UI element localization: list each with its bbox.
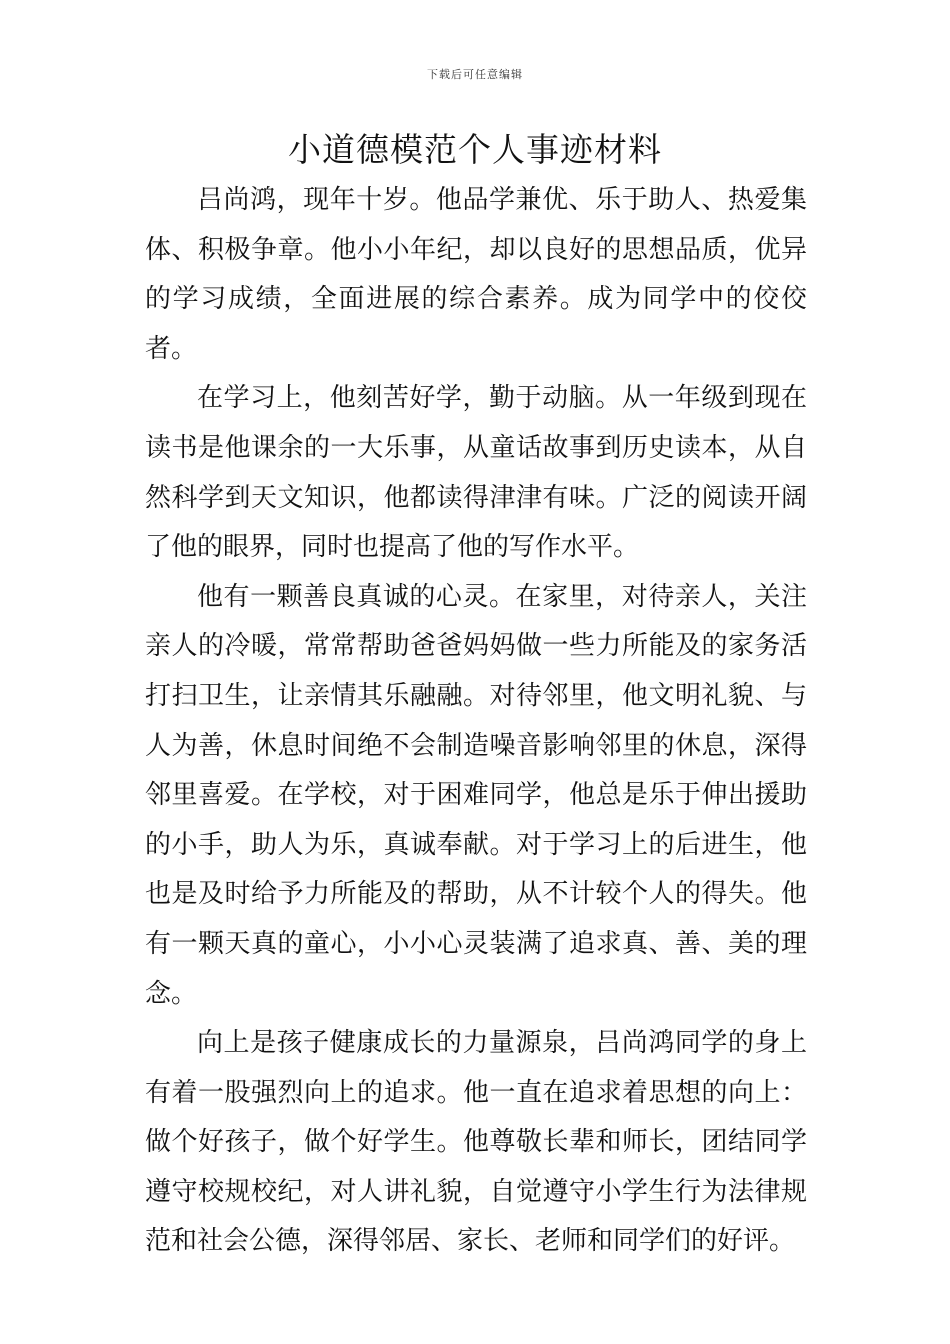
paragraph-3: 他有一颗善良真诚的心灵。在家里，对待亲人，关注亲人的冷暖，常常帮助爸爸妈妈做一些力所能及的家务活打扫卫生，让亲情其乐融融。对待邻里，他文明礼貌、与人为善，休息时间绝不会制造噪音影响邻里的休息，深得邻里喜爱。在学校，对于困难同学，他总是乐于伸出援助的小手，助人为乐，真诚奉献。对于学习上的后进生，他也是及时给予力所能及的帮助，从不计较个人的得失。他有一颗天真的童心，小小心灵装满了追求真、善、美的理念。 (145, 581, 807, 1009)
document-title: 小道德模范个人事迹材料 (288, 130, 662, 169)
page-header: 下载后可任意编辑 (427, 68, 523, 81)
document-body (145, 176, 807, 1267)
paragraph-2: 在学习上，他刻苦好学，勤于动脑。从一年级到现在读书是他课余的一大乐事，从童话故事到历史读本，从自然科学到天文知识，他都读得津津有味。广泛的阅读开阔了他的眼界，同时也提高了他的写作水平。 (145, 383, 807, 563)
paragraph-4: 向上是孩子健康成长的力量源泉，吕尚鸿同学的身上有着一股强烈向上的追求。他一直在追求着思想的向上：做个好孩子，做个好学生。他尊敬长辈和师长，团结同学遵守校规校纪，对人讲礼貌，自觉遵守小学生行为法律规范和社会公德，深得邻居、家长、老师和同学们的好评。 (145, 1028, 807, 1257)
paragraph-1: 吕尚鸿，现年十岁。他品学兼优、乐于助人、热爱集体、积极争章。他小小年纪，却以良好的思想品质，优异的学习成绩，全面进展的综合素养。成为同学中的佼佼者。 (145, 185, 807, 364)
